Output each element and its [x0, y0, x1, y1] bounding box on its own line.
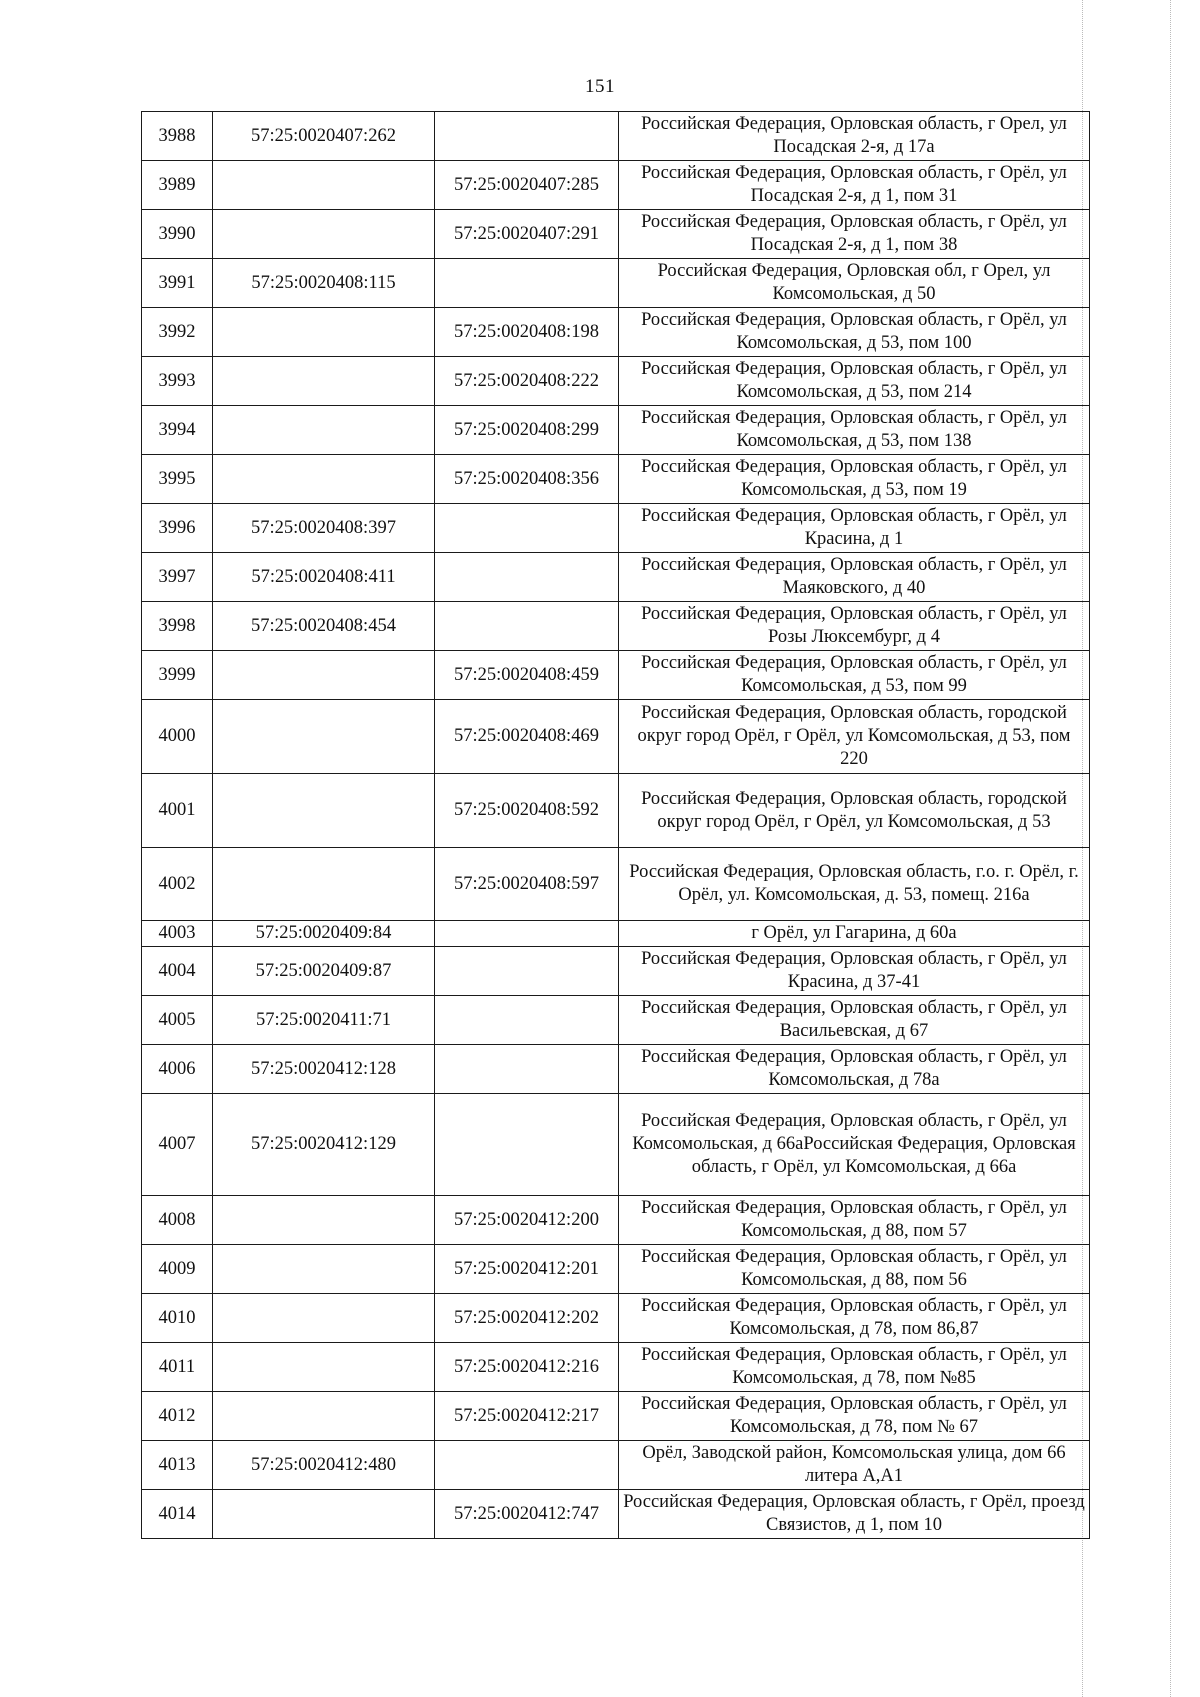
- cadastral-number-secondary-cell: 57:25:0020407:291: [435, 210, 619, 259]
- address-cell: Российская Федерация, Орловская область, г Орёл, ул Комсомольская, д 53, пом 99: [619, 651, 1090, 700]
- table-row: [142, 406, 1090, 455]
- row-number-cell: 4004: [142, 947, 213, 996]
- address-cell: Российская Федерация, Орловская область, г Орёл, ул Маяковского, д 40: [619, 553, 1090, 602]
- cadastral-number-cell: [213, 161, 435, 210]
- address-cell: Российская Федерация, Орловская область, г Орёл, ул Комсомольская, д 53, пом 100: [619, 308, 1090, 357]
- cadastral-number-cell: 57:25:0020407:262: [213, 112, 435, 161]
- address-cell: Российская Федерация, Орловская область, г Орёл, ул Комсомольская, д 78, пом №85: [619, 1343, 1090, 1392]
- cadastral-number-cell: 57:25:0020408:411: [213, 553, 435, 602]
- cadastral-number-secondary-cell: [435, 947, 619, 996]
- row-number-cell: 4006: [142, 1045, 213, 1094]
- address-cell: г Орёл, ул Гагарина, д 60а: [619, 921, 1090, 947]
- cadastral-number-cell: [213, 1294, 435, 1343]
- address-cell: Российская Федерация, Орловская область, городской округ город Орёл, г Орёл, ул Комсомольская, д 53: [619, 774, 1090, 848]
- row-number-cell: 3989: [142, 161, 213, 210]
- address-cell: Российская Федерация, Орловская область, г Орёл, ул Васильевская, д 67: [619, 996, 1090, 1045]
- cadastral-number-cell: [213, 308, 435, 357]
- row-number-cell: 4012: [142, 1392, 213, 1441]
- row-number-cell: 3988: [142, 112, 213, 161]
- cadastral-number-cell: 57:25:0020408:397: [213, 504, 435, 553]
- page-number: 151: [585, 76, 615, 97]
- cadastral-number-secondary-cell: [435, 1441, 619, 1490]
- cadastral-number-secondary-cell: [435, 259, 619, 308]
- cadastral-number-secondary-cell: 57:25:0020407:285: [435, 161, 619, 210]
- cadastral-number-cell: 57:25:0020409:87: [213, 947, 435, 996]
- table-row: [142, 1343, 1090, 1392]
- cadastral-number-cell: [213, 651, 435, 700]
- cadastral-number-cell: [213, 1343, 435, 1392]
- row-number-cell: 3990: [142, 210, 213, 259]
- cadastral-number-secondary-cell: [435, 553, 619, 602]
- table-row: [142, 1196, 1090, 1245]
- table-row: [142, 357, 1090, 406]
- table-row: [142, 921, 1090, 947]
- table-row: [142, 1094, 1090, 1196]
- table-row: [142, 504, 1090, 553]
- table-row: [142, 700, 1090, 774]
- cadastral-number-cell: [213, 406, 435, 455]
- address-cell: Российская Федерация, Орловская область, г Орёл, проезд Связистов, д 1, пом 10: [619, 1490, 1090, 1539]
- table-row: [142, 1045, 1090, 1094]
- table-row: [142, 259, 1090, 308]
- table-row: [142, 1245, 1090, 1294]
- row-number-cell: 4014: [142, 1490, 213, 1539]
- table-row: [142, 112, 1090, 161]
- table-row: [142, 848, 1090, 921]
- cadastral-number-secondary-cell: 57:25:0020412:217: [435, 1392, 619, 1441]
- row-number-cell: 4003: [142, 921, 213, 947]
- cadastral-number-cell: [213, 700, 435, 774]
- table-row: [142, 210, 1090, 259]
- cadastral-number-cell: [213, 455, 435, 504]
- table-row: [142, 1392, 1090, 1441]
- row-number-cell: 3994: [142, 406, 213, 455]
- address-cell: Российская Федерация, Орловская область, г Орёл, ул Розы Люксембург, д 4: [619, 602, 1090, 651]
- cadastral-number-cell: [213, 848, 435, 921]
- address-cell: Российская Федерация, Орловская область, г Орёл, ул Комсомольская, д 53, пом 19: [619, 455, 1090, 504]
- cadastral-number-cell: 57:25:0020412:128: [213, 1045, 435, 1094]
- cadastral-number-secondary-cell: 57:25:0020408:592: [435, 774, 619, 848]
- row-number-cell: 3993: [142, 357, 213, 406]
- cadastral-number-secondary-cell: 57:25:0020408:299: [435, 406, 619, 455]
- cadastral-number-cell: [213, 1490, 435, 1539]
- cadastral-register-table: [141, 111, 1090, 1539]
- cadastral-number-secondary-cell: [435, 921, 619, 947]
- row-number-cell: 4010: [142, 1294, 213, 1343]
- row-number-cell: 3992: [142, 308, 213, 357]
- row-number-cell: 3991: [142, 259, 213, 308]
- cadastral-number-secondary-cell: [435, 1045, 619, 1094]
- row-number-cell: 3995: [142, 455, 213, 504]
- table-row: [142, 161, 1090, 210]
- address-cell: Российская Федерация, Орловская область, г Орёл, ул Комсомольская, д 78а: [619, 1045, 1090, 1094]
- table-row: [142, 1441, 1090, 1490]
- address-cell: Российская Федерация, Орловская область, г Орёл, ул Посадская 2-я, д 1, пом 31: [619, 161, 1090, 210]
- table-row: [142, 651, 1090, 700]
- row-number-cell: 3997: [142, 553, 213, 602]
- address-cell: Российская Федерация, Орловская область, г Орёл, ул Комсомольская, д 53, пом 214: [619, 357, 1090, 406]
- address-cell: Российская Федерация, Орловская обл, г Орел, ул Комсомольская, д 50: [619, 259, 1090, 308]
- table-row: [142, 553, 1090, 602]
- address-cell: Российская Федерация, Орловская область, г.о. г. Орёл, г. Орёл, ул. Комсомольская, д. 53, помещ. 216а: [619, 848, 1090, 921]
- cadastral-number-secondary-cell: 57:25:0020412:201: [435, 1245, 619, 1294]
- table-row: [142, 996, 1090, 1045]
- register-body: [142, 112, 1090, 1539]
- row-number-cell: 4011: [142, 1343, 213, 1392]
- row-number-cell: 4013: [142, 1441, 213, 1490]
- cadastral-number-secondary-cell: 57:25:0020412:200: [435, 1196, 619, 1245]
- row-number-cell: 4008: [142, 1196, 213, 1245]
- cadastral-number-cell: 57:25:0020409:84: [213, 921, 435, 947]
- cadastral-number-cell: [213, 1245, 435, 1294]
- table-row: [142, 947, 1090, 996]
- address-cell: Российская Федерация, Орловская область, г Орёл, ул Комсомольская, д 78, пом 86,87: [619, 1294, 1090, 1343]
- row-number-cell: 4001: [142, 774, 213, 848]
- cadastral-number-cell: 57:25:0020408:454: [213, 602, 435, 651]
- row-number-cell: 4009: [142, 1245, 213, 1294]
- address-cell: Российская Федерация, Орловская область, г Орёл, ул Красина, д 1: [619, 504, 1090, 553]
- cadastral-number-secondary-cell: 57:25:0020408:222: [435, 357, 619, 406]
- table-row: [142, 1294, 1090, 1343]
- cadastral-number-secondary-cell: [435, 602, 619, 651]
- cadastral-number-secondary-cell: 57:25:0020408:597: [435, 848, 619, 921]
- address-cell: Российская Федерация, Орловская область, г Орёл, ул Комсомольская, д 88, пом 57: [619, 1196, 1090, 1245]
- cadastral-number-secondary-cell: [435, 996, 619, 1045]
- cadastral-number-secondary-cell: 57:25:0020412:202: [435, 1294, 619, 1343]
- cadastral-number-secondary-cell: 57:25:0020408:459: [435, 651, 619, 700]
- cadastral-number-secondary-cell: [435, 504, 619, 553]
- cadastral-number-cell: [213, 774, 435, 848]
- table-row: [142, 602, 1090, 651]
- scan-artifact-line: [1170, 0, 1171, 1697]
- address-cell: Российская Федерация, Орловская область, г Орёл, ул Комсомольская, д 66аРоссийская Федерация, Орловская область, г Орёл, ул Комсомольская, д 66а: [619, 1094, 1090, 1196]
- cadastral-number-secondary-cell: 57:25:0020408:198: [435, 308, 619, 357]
- cadastral-number-cell: [213, 1392, 435, 1441]
- address-cell: Российская Федерация, Орловская область, г Орёл, ул Комсомольская, д 53, пом 138: [619, 406, 1090, 455]
- row-number-cell: 4007: [142, 1094, 213, 1196]
- cadastral-number-cell: 57:25:0020408:115: [213, 259, 435, 308]
- table-row: [142, 455, 1090, 504]
- cadastral-number-cell: 57:25:0020412:480: [213, 1441, 435, 1490]
- cadastral-number-secondary-cell: [435, 112, 619, 161]
- table-row: [142, 308, 1090, 357]
- cadastral-number-cell: 57:25:0020412:129: [213, 1094, 435, 1196]
- table-row: [142, 774, 1090, 848]
- row-number-cell: 3999: [142, 651, 213, 700]
- address-cell: Орёл, Заводской район, Комсомольская улица, дом 66 литера А,А1: [619, 1441, 1090, 1490]
- cadastral-number-secondary-cell: 57:25:0020412:747: [435, 1490, 619, 1539]
- cadastral-number-cell: [213, 357, 435, 406]
- row-number-cell: 4005: [142, 996, 213, 1045]
- table-row: [142, 1490, 1090, 1539]
- address-cell: Российская Федерация, Орловская область, г Орёл, ул Комсомольская, д 88, пом 56: [619, 1245, 1090, 1294]
- row-number-cell: 3998: [142, 602, 213, 651]
- cadastral-number-secondary-cell: 57:25:0020412:216: [435, 1343, 619, 1392]
- cadastral-number-cell: [213, 1196, 435, 1245]
- address-cell: Российская Федерация, Орловская область, г Орёл, ул Красина, д 37-41: [619, 947, 1090, 996]
- address-cell: Российская Федерация, Орловская область, г Орёл, ул Посадская 2-я, д 1, пом 38: [619, 210, 1090, 259]
- row-number-cell: 4002: [142, 848, 213, 921]
- address-cell: Российская Федерация, Орловская область, городской округ город Орёл, г Орёл, ул Комсомольская, д 53, пом 220: [619, 700, 1090, 774]
- cadastral-number-secondary-cell: 57:25:0020408:356: [435, 455, 619, 504]
- cadastral-number-secondary-cell: 57:25:0020408:469: [435, 700, 619, 774]
- cadastral-number-secondary-cell: [435, 1094, 619, 1196]
- address-cell: Российская Федерация, Орловская область, г Орел, ул Посадская 2-я, д 17а: [619, 112, 1090, 161]
- cadastral-number-cell: 57:25:0020411:71: [213, 996, 435, 1045]
- row-number-cell: 3996: [142, 504, 213, 553]
- cadastral-number-cell: [213, 210, 435, 259]
- row-number-cell: 4000: [142, 700, 213, 774]
- address-cell: Российская Федерация, Орловская область, г Орёл, ул Комсомольская, д 78, пом № 67: [619, 1392, 1090, 1441]
